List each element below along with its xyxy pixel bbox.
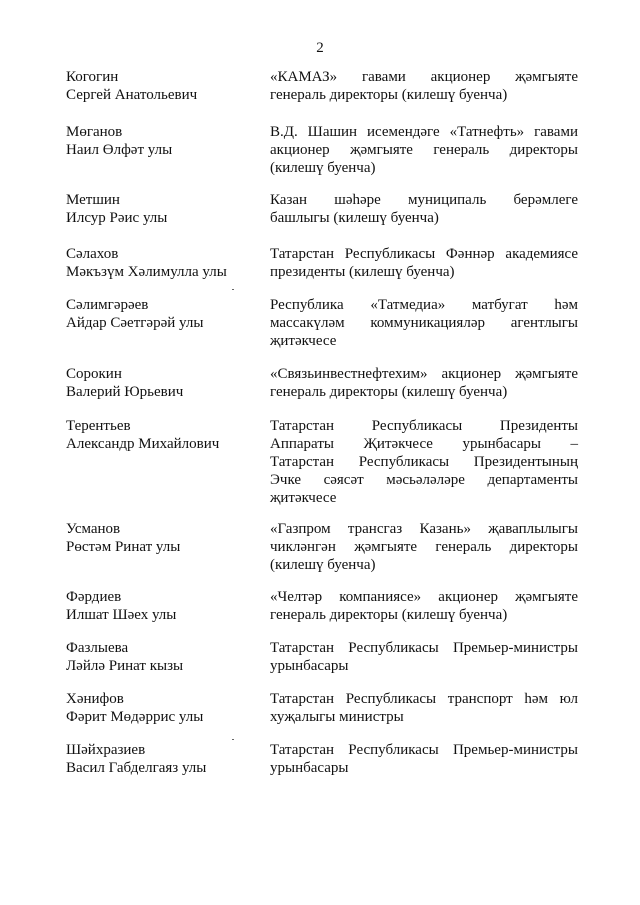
position-line: Татарстан Республикасы Премьер-министры: [270, 640, 578, 656]
surname: Сорокин: [66, 366, 122, 382]
given-name: Илсур Рәис улы: [66, 210, 168, 226]
scan-speck: [232, 289, 234, 290]
position-title: [270, 690, 578, 726]
given-name: Фәрит Мөдәррис улы: [66, 709, 204, 725]
position-line: Республика «Татмедиа» матбугат һәм: [270, 297, 578, 313]
position-line: хуҗалыгы министры: [270, 709, 404, 725]
position-title: [270, 365, 578, 401]
person-name: [66, 417, 256, 453]
given-name: Наил Өлфәт улы: [66, 142, 173, 158]
position-line: урынбасары: [270, 658, 349, 674]
position-title: [270, 417, 578, 507]
given-name: Айдар Сәетгәрәй улы: [66, 315, 204, 331]
position-line: (килешү буенча): [270, 557, 376, 573]
position-line: Казан шәһәре муниципаль берәмлеге: [270, 192, 578, 208]
position-line: (килешү буенча): [270, 160, 376, 176]
position-title: [270, 520, 578, 574]
position-line: җитәкчесе: [270, 333, 337, 349]
person-name: [66, 639, 256, 675]
position-line: генераль директоры (килешү буенча): [270, 607, 508, 623]
position-line: башлыгы (килешү буенча): [270, 210, 439, 226]
surname: Когогин: [66, 69, 119, 85]
surname: Сәлахов: [66, 246, 119, 262]
surname: Шәйхразиев: [66, 742, 146, 758]
surname: Фазлыева: [66, 640, 129, 656]
scan-speck: [232, 739, 234, 740]
position-title: [270, 68, 578, 104]
person-name: [66, 520, 256, 556]
surname: Фәрдиев: [66, 589, 122, 605]
position-line: акционер җәмгыяте генераль директоры: [270, 142, 578, 158]
position-line: Эчке сәясәт мәсьәләләре департаменты: [270, 472, 578, 488]
position-line: массакүләм коммуникацияләр агентлыгы: [270, 315, 578, 331]
person-name: [66, 588, 256, 624]
given-name: Васил Габделгаяз улы: [66, 760, 207, 776]
given-name: Рөстәм Ринат улы: [66, 539, 181, 555]
given-name: Ләйлә Ринат кызы: [66, 658, 184, 674]
position-line: генераль директоры (килешү буенча): [270, 87, 508, 103]
position-line: «Челтәр компаниясе» акционер җәмгыяте: [270, 589, 578, 605]
person-name: [66, 690, 256, 726]
position-line: җитәкчесе: [270, 490, 337, 506]
position-title: [270, 123, 578, 177]
position-title: [270, 639, 578, 675]
position-line: Татарстан Республикасы Президентының: [270, 454, 578, 470]
position-line: президенты (килешү буенча): [270, 264, 455, 280]
position-line: Татарстан Республикасы Фәннәр академиясе: [270, 246, 578, 262]
position-line: Аппараты Җитәкчесе урынбасары –: [270, 436, 578, 452]
position-line: Татарстан Республикасы Премьер-министры: [270, 742, 578, 758]
person-name: [66, 245, 256, 281]
position-line: «Связьинвестнефтехим» акционер җәмгыяте: [270, 366, 578, 382]
surname: Усманов: [66, 521, 121, 537]
person-name: [66, 68, 256, 104]
position-line: генераль директоры (килешү буенча): [270, 384, 508, 400]
given-name: Мәкъзүм Хәлимулла улы: [66, 264, 227, 280]
position-title: [270, 191, 578, 227]
position-line: урынбасары: [270, 760, 349, 776]
given-name: Сергей Анатольевич: [66, 87, 198, 103]
person-name: [66, 365, 256, 401]
person-name: [66, 741, 256, 777]
position-line: «Газпром трансгаз Казань» җаваплылыгы: [270, 521, 578, 537]
position-title: [270, 741, 578, 777]
surname: Метшин: [66, 192, 120, 208]
person-name: [66, 296, 256, 332]
given-name: Александр Михайлович: [66, 436, 220, 452]
page-number: 2: [316, 40, 324, 56]
person-name: [66, 123, 256, 159]
position-line: Татарстан Республикасы транспорт һәм юл: [270, 691, 578, 707]
person-name: [66, 191, 256, 227]
position-line: Татарстан Республикасы Президенты: [270, 418, 578, 434]
position-title: [270, 588, 578, 624]
surname: Мөганов: [66, 124, 123, 140]
position-title: [270, 245, 578, 281]
surname: Терентьев: [66, 418, 131, 434]
position-line: «КАМАЗ» гавами акционер җәмгыяте: [270, 69, 578, 85]
position-line: В.Д. Шашин исемендәге «Татнефть» гавами: [270, 124, 578, 140]
given-name: Валерий Юрьевич: [66, 384, 184, 400]
position-line: чикләнгән җәмгыяте генераль директоры: [270, 539, 578, 555]
surname: Сәлимгәрәев: [66, 297, 149, 313]
given-name: Илшат Шәех улы: [66, 607, 177, 623]
surname: Хәнифов: [66, 691, 124, 707]
position-title: [270, 296, 578, 350]
